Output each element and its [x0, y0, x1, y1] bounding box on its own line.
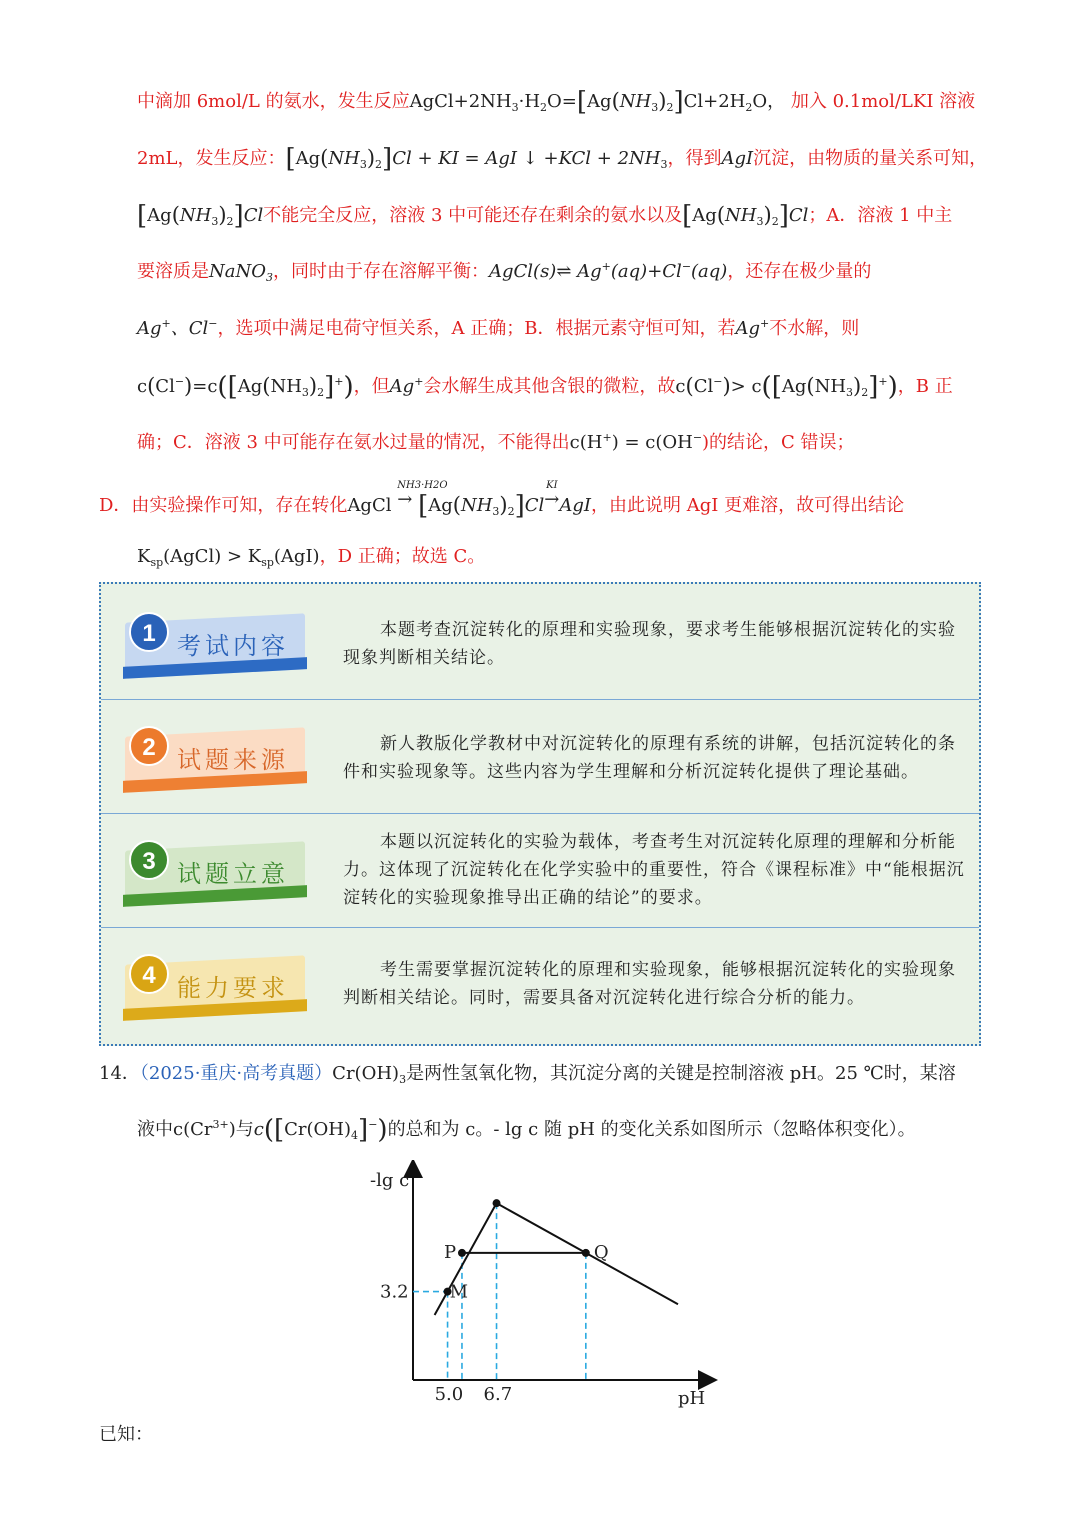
- badge-source: [121, 726, 309, 790]
- x-tick-label: 6.7: [483, 1384, 513, 1405]
- analysis-text: 本题以沉淀转化的实验为载体，考查考生对沉淀转化原理的理解和分析能力。这体现了沉淀转化在化学实验中的重要性，符合《课程标准》中“能根据沉淀转化的实验现象推导出正确的结论”的要求。: [343, 832, 965, 908]
- point-P: [458, 1249, 466, 1257]
- analysis-row-4: [101, 928, 979, 1044]
- analysis-row-2: [101, 700, 979, 814]
- analysis-text: 新人教版化学教材中对沉淀转化的原理有系统的讲解，包括沉淀转化的条件和实验现象等。这些内容为学生理解和分析沉淀转化提供了理论基础。: [343, 734, 956, 782]
- badge-label: 考试内容: [177, 632, 289, 660]
- curve-line: [435, 1203, 678, 1315]
- badge-number: 1: [129, 612, 169, 652]
- badge-intent: [121, 840, 309, 904]
- explanation-line-1: 中滴加 6mol/L 的氨水，发生反应$AgCl+2NH_3\cdot H_2O=[Ag(NH_3)_2]Cl+2H_2O$， 加入 0.1mol/LKI 溶液: [137, 87, 976, 117]
- data-points: [444, 1199, 609, 1302]
- badge-label: 试题来源: [177, 746, 289, 774]
- explanation-line-5: Ag+、Cl−，选项中满足电荷守恒关系，A 正确；B．根据元素守恒可知，若Ag+不水解，则: [137, 317, 860, 339]
- tick-labels: [380, 1282, 512, 1405]
- point-peak: [493, 1199, 501, 1207]
- point-label-M: M: [449, 1281, 469, 1303]
- badge-label: 能力要求: [177, 974, 289, 1002]
- badge-ability: [121, 954, 309, 1018]
- explanation-line-8: D．由实验操作可知，存在转化AgCl NH3·H2O → $[Ag(NH_3)_2]Cl$ KI →AgI，由此说明 AgI 更难溶，故可得出结论: [99, 480, 905, 521]
- point-label-P: P: [443, 1241, 457, 1263]
- badge-number: 3: [129, 840, 169, 880]
- point-Q: [582, 1249, 590, 1257]
- analysis-row-3: [101, 814, 979, 928]
- badge-exam-content: [121, 612, 309, 676]
- analysis-text: 考生需要掌握沉淀转化的原理和实验现象，能够根据沉淀转化的实验现象判断相关结论。同时，需要具备对沉淀转化进行综合分析的能力。: [343, 960, 956, 1008]
- question-source: （2025·重庆·高考真题）: [139, 1063, 333, 1084]
- question-line-1: 14．（2025·重庆·高考真题）$Cr(OH)_3$是两性氢氧化物，其沉淀分离的关键是控制溶液 pH。25 ℃时，某溶: [99, 1063, 956, 1086]
- analysis-box: [99, 582, 981, 1046]
- badge-number: 2: [129, 726, 169, 766]
- known-label: 已知：: [99, 1424, 153, 1445]
- explanation-line-7: 确；C．溶液 3 中可能存在氨水过量的情况，不能得出c(H+) = c(OH−)的结论，C 错误；: [137, 431, 855, 453]
- analysis-row-1: [101, 584, 979, 700]
- badge-number: 4: [129, 954, 169, 994]
- analysis-text: 本题考查沉淀转化的原理和实验现象，要求考生能够根据沉淀转化的实验现象判断相关结论。: [343, 620, 956, 668]
- badge-label: 试题立意: [177, 860, 289, 888]
- explanation-line-9: $K_{sp}(AgCl) > K_{sp}(AgI)$，D 正确；故选 C。: [137, 546, 486, 569]
- explanation-line-2: 2mL，发生反应：$[Ag(NH_3)_2]Cl$ + KI = AgI ↓ $+KCl + 2NH_3$，得到AgI沉淀，由物质的量关系可知，: [137, 144, 988, 174]
- question-line-2: 液中$c(Cr^{3+})$与$c([Cr(OH)_4]^-)$的总和为 c。- lg c 随 pH 的变化关系如图所示（忽略体积变化）。: [137, 1115, 916, 1145]
- guide-lines: [413, 1203, 586, 1380]
- explanation-line-4: 要溶质是NaNO$_3$，同时由于存在溶解平衡：AgCl(s)⇌ Ag+(aq)+Cl−(aq)，还存在极少量的: [137, 260, 872, 284]
- explanation-line-6: $c(Cl^-)=c([Ag(NH_3)_2]^+)$，但Ag+会水解生成其他含银的微粒，故$c(Cl^-)> c([Ag(NH_3)_2]^+)$，B 正: [137, 372, 953, 402]
- y-tick-label: 3.2: [380, 1281, 409, 1303]
- explanation-line-3: $[Ag(NH_3)_2]Cl$不能完全反应，溶液 3 中可能还存在剩余的氨水以及$[Ag(NH_3)_2]Cl$；A．溶液 1 中主: [137, 201, 953, 231]
- series-line: [435, 1203, 678, 1315]
- x-tick-label: 5.0: [434, 1384, 464, 1405]
- y-axis-label: -lg c: [370, 1170, 410, 1191]
- x-axis-label: pH: [678, 1388, 706, 1409]
- ph-chart: [360, 1160, 720, 1420]
- point-label-Q: Q: [593, 1241, 609, 1263]
